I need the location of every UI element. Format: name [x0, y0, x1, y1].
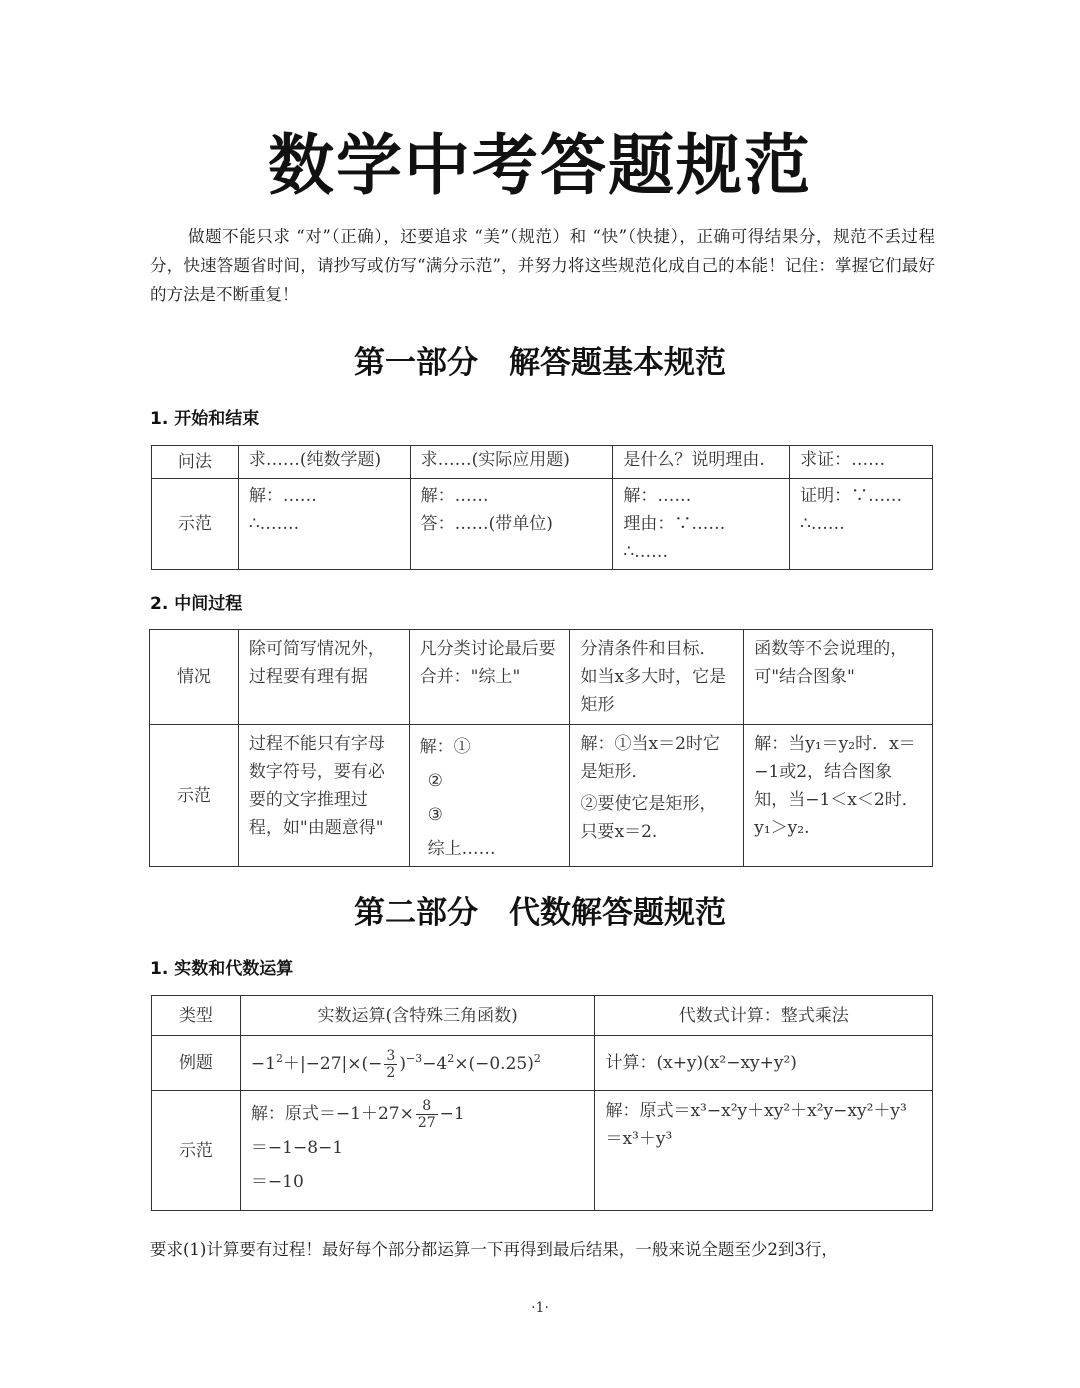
table-header-row — [152, 996, 933, 1036]
part2-title: 第二部分 代数解答题规范 — [354, 895, 726, 931]
situation-cell: 函数等不会说理的，可"结合图象" — [744, 630, 933, 725]
requirement-text: 要求(1)计算要有过程！最好每个部分都运算一下再得到最后结果，一般来说全题至少2到3行， — [150, 1240, 838, 1259]
part2-section1-title: 1. 实数和代数运算 — [150, 959, 294, 979]
table-row — [150, 630, 933, 725]
header-cell: 代数式计算：整式乘法 — [595, 996, 933, 1036]
example-real-cell — [240, 1036, 595, 1091]
demo-line: 综上…… — [427, 839, 496, 859]
demo-line: 解：原式＝−1＋27× $\frac{8}{27}$ −1 — [250, 1098, 465, 1131]
page-number: ·1· — [531, 1300, 549, 1316]
middle-process-table — [149, 629, 933, 867]
algebra-table — [151, 995, 933, 1211]
row-label: 例题 — [152, 1036, 241, 1091]
document-title: 数学中考答题规范 — [268, 127, 812, 204]
demo-line: ＝x³＋y³ — [605, 1129, 673, 1149]
demo-line: 解：① — [419, 737, 471, 757]
demo-cell — [790, 479, 933, 570]
demo-line: 证明：∵…… — [800, 486, 903, 506]
table-header-row — [152, 446, 933, 479]
demo-line: 解：①当x＝2时它是矩形． — [580, 734, 720, 782]
header-cell: 求证：…… — [790, 446, 933, 479]
demo-line: ＝−10 — [250, 1172, 304, 1192]
header-cell: 是什么？说明理由. — [613, 446, 790, 479]
demo-line: ∴…… — [623, 542, 669, 562]
row-label: 示范 — [150, 725, 239, 867]
demo-real-cell — [240, 1091, 595, 1211]
demo-line: ② — [427, 771, 443, 791]
situation-cell: 凡分类讨论最后要合并："综上" — [409, 630, 570, 725]
row-label: 示范 — [152, 479, 239, 570]
demo-alg-cell — [595, 1091, 933, 1211]
math-expression: $-1^2+|-27|\times(-$ $\frac{3}{2}$ )$^{-3}-4^2\times(-0.25)^2$ — [250, 1048, 541, 1081]
demo-line: 解：原式＝x³−x²y＋xy²＋x²y−xy²＋y³ — [605, 1101, 907, 1121]
demo-line: ∴…… — [800, 514, 845, 534]
demo-cell — [238, 479, 410, 570]
table-row — [150, 725, 933, 867]
demo-line: ②要使它是矩形，只要x＝2. — [580, 794, 717, 842]
demo-line: 答：……(带单位) — [420, 514, 553, 534]
header-cell: 实数运算(含特殊三角函数) — [240, 996, 595, 1036]
intro-paragraph: 做题不能只求 “对”（正确），还要追求 “美”（规范）和 “快”（快捷），正确可得结果分，规范不丢过程分，快速答题省时间，请抄写或仿写“满分示范”，并努力将这些规范化成自己的本能！记住：掌握它们最好的方法是不断重复！ — [150, 227, 935, 304]
row-label: 示范 — [152, 1091, 241, 1211]
situation-cell: 除可简写情况外，过程要有理有据 — [238, 630, 409, 725]
row-label: 情况 — [150, 630, 239, 725]
demo-line: ＝−1−8−1 — [250, 1138, 344, 1158]
header-cell: 求……(实际应用题) — [410, 446, 613, 479]
table-row — [152, 1036, 933, 1091]
fraction: $\frac{3}{2}$ — [386, 1048, 396, 1081]
demo-line: 解：…… — [623, 486, 692, 506]
part1-section1-title: 1. 开始和结束 — [150, 409, 260, 429]
header-cell: 问法 — [152, 446, 239, 479]
demo-cell — [570, 725, 744, 867]
fraction: $\frac{8}{27}$ — [417, 1098, 436, 1131]
demo-line: ∴……. — [248, 514, 300, 534]
start-end-table — [151, 445, 933, 570]
demo-line: 解：…… — [248, 486, 317, 506]
part1-title: 第一部分 解答题基本规范 — [354, 345, 726, 381]
demo-line: ③ — [427, 805, 443, 825]
demo-cell — [409, 725, 570, 867]
header-cell: 求……(纯数学题) — [238, 446, 410, 479]
table-row — [152, 1091, 933, 1211]
table-row — [152, 479, 933, 570]
header-cell: 类型 — [152, 996, 241, 1036]
demo-cell: 过程不能只有字母数字符号，要有必要的文字推理过程，如"由题意得" — [238, 725, 409, 867]
demo-text: 解：原式＝−1＋27× — [250, 1104, 414, 1124]
situation-cell: 分清条件和目标．如当x多大时，它是矩形 — [570, 630, 744, 725]
demo-line: 理由：∵…… — [623, 514, 726, 534]
demo-cell: 解：当y₁＝y₂时．x＝−1或2，结合图象知，当−1＜x＜2时．y₁＞y₂. — [744, 725, 933, 867]
demo-cell — [410, 479, 613, 570]
part1-section2-title: 2. 中间过程 — [150, 594, 243, 614]
demo-line: 解：…… — [420, 486, 489, 506]
example-alg-cell: 计算：(x+y)(x²−xy+y²) — [595, 1036, 933, 1091]
demo-cell — [613, 479, 790, 570]
